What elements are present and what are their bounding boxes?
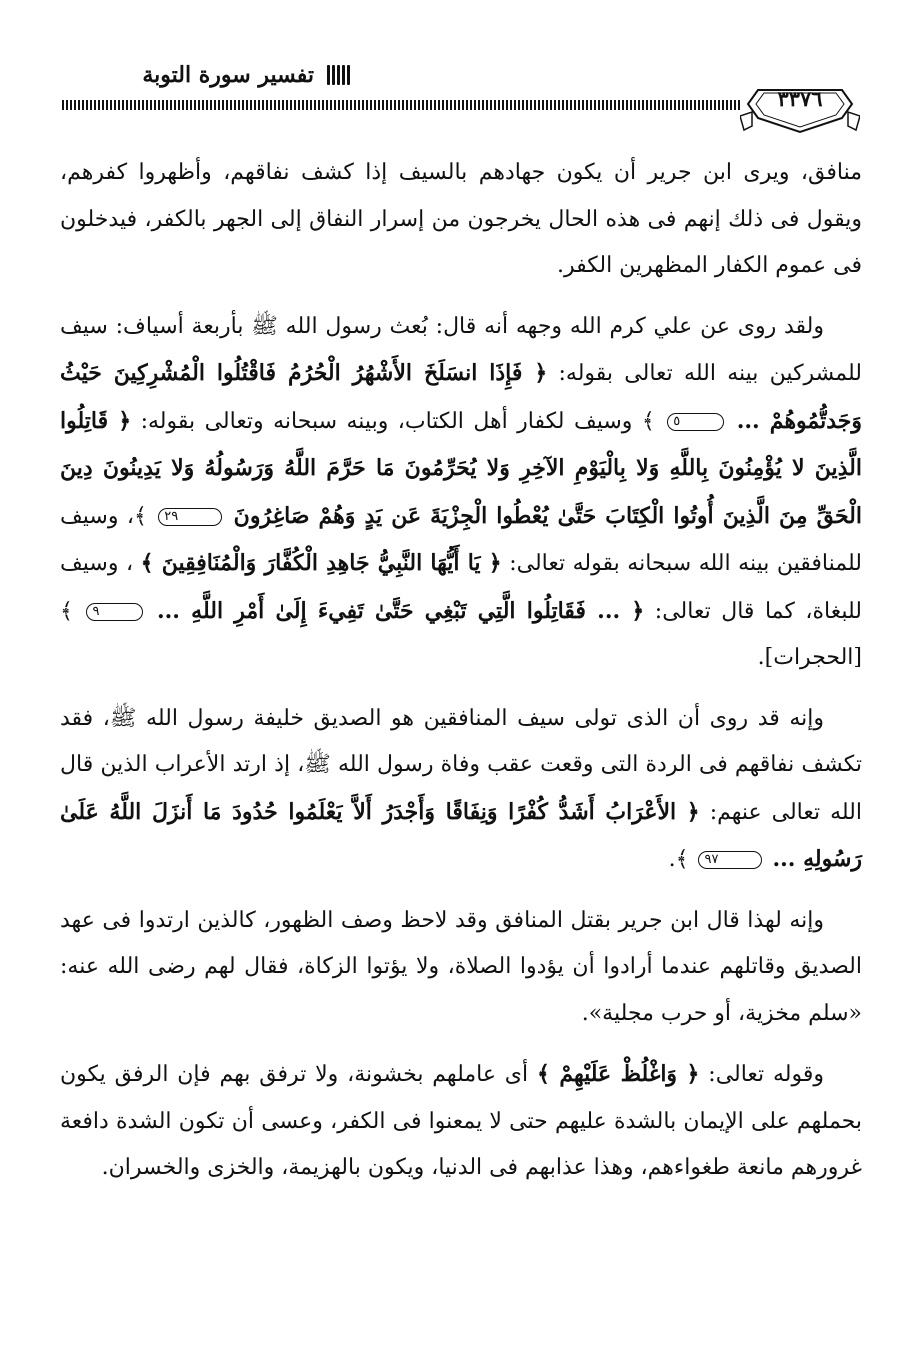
text-run: وإنه لهذا قال ابن جرير بقتل المنافق وقد لاحظ وصف الظهور، كالذين ارتدوا فى عهد الصديق وقاتلهم عندما أرادوا أن يؤدوا الصلاة، ولا يؤتوا الزكاة، فقال لهم رضى الله عنه: «سلم مخزية، أو حرب مجلية». bbox=[60, 907, 862, 1026]
ayah-number: ٩٧ bbox=[698, 851, 762, 869]
paragraph-2 bbox=[60, 304, 862, 682]
paragraph-4 bbox=[60, 898, 862, 1038]
ayah-number: ٢٩ bbox=[158, 508, 222, 526]
page-number-badge bbox=[740, 76, 860, 136]
text-run: ﴾. bbox=[668, 847, 689, 872]
paragraph-1 bbox=[60, 150, 862, 290]
running-head bbox=[100, 58, 350, 92]
quran-verse: ﴿ الأَعْرَابُ أَشَدُّ كُفْرًا وَنِفَاقًا وَأَجْدَرُ أَلاَّ يَعْلَمُوا حُدُودَ مَا أَنزَلَ اللَّهُ عَلَىٰ رَسُولِهِ ... bbox=[60, 798, 862, 872]
text-run: ﴾ وسيف لكفار أهل الكتاب، وبينه سبحانه وتعالى بقوله: bbox=[140, 408, 655, 434]
page-number: ٣٣٧٦ bbox=[777, 86, 823, 111]
text-run: منافق، ويرى ابن جرير أن يكون جهادهم بالسيف إذا كشف نفاقهم، وأظهروا كفرهم، ويقول فى ذلك إنهم فى هذه الحال يخرجون من إسرار النفاق إلى الجهر بالكفر، فيدخلون فى عموم الكفار المظهرين الكفر. bbox=[60, 160, 862, 278]
page-body bbox=[60, 150, 862, 1206]
text-run: ، وسيف للبغاة، كما قال تعالى: bbox=[60, 551, 862, 624]
text-run: ﴾ [الحجرات]. bbox=[60, 598, 862, 670]
text-run: وقوله تعالى: bbox=[708, 1062, 825, 1087]
text-run: ولقد روى عن علي كرم الله وجهه أنه قال: بُعث رسول الله ﷺ بأربعة أسياف: سيف للمشركين بينه الله تعالى بقوله: bbox=[60, 313, 863, 386]
quran-verse: ﴿ قَاتِلُوا الَّذِينَ لا يُؤْمِنُونَ بِاللَّهِ وَلا بِالْيَوْمِ الآخِرِ وَلا يُحَرِّمُونَ مَا حَرَّمَ اللَّهُ وَرَسُولُهُ وَلا يَدِينُونَ دِينَ الْحَقِّ مِنَ الَّذِينَ أُوتُوا الْكِتَابَ حَتَّىٰ يُعْطُوا الْجِزْيَةَ عَن يَدٍ وَهُمْ صَاغِرُونَ bbox=[60, 407, 862, 529]
text-run: وإنه قد روى أن الذى تولى سيف المنافقين هو الصديق خليفة رسول الله ﷺ، فقد تكشف نفاقهم فى الردة التى وقعت عقب وفاة رسول الله ﷺ، إذ ارتد الأعراب الذين قال الله تعالى عنهم: bbox=[60, 705, 862, 825]
running-title: تفسير سورة التوبة bbox=[142, 62, 314, 88]
paragraph-3 bbox=[60, 696, 862, 884]
text-run: أى عاملهم بخشونة، ولا ترفق بهم فإن الرفق يكون بحملهم على الإيمان بالشدة عليهم حتى لا يمعنوا فى الكفر، وعسى أن تكون الشدة دافعة غرورهم مانعة طغواءهم، وهذا عذابهم فى الدنيا، ويكون بالهزيمة، والخزى والخسران. bbox=[60, 1062, 862, 1180]
quran-verse: ﴿ ... فَقَاتِلُوا الَّتِي تَبْغِي حَتَّىٰ تَفِيءَ إِلَىٰ أَمْرِ اللَّهِ ... bbox=[156, 597, 645, 624]
header-rule bbox=[62, 100, 740, 110]
ayah-number: ٩ bbox=[86, 603, 143, 621]
quran-verse: ﴿ فَإِذَا انسَلَخَ الأَشْهُرُ الْحُرُمُ فَاقْتُلُوا الْمُشْرِكِينَ حَيْثُ وَجَدتُّمُوهُمْ ... bbox=[60, 360, 863, 434]
ornament-icon bbox=[324, 64, 350, 86]
quran-verse: ﴿ يَا أَيُّهَا النَّبِيُّ جَاهِدِ الْكُفَّارَ وَالْمُنَافِقِينَ ﴾ bbox=[140, 550, 502, 576]
ayah-number: ٥ bbox=[667, 413, 724, 431]
text-run: ﴾، وسيف للمنافقين بينه الله سبحانه بقوله تعالى: bbox=[60, 503, 862, 576]
paragraph-5 bbox=[60, 1051, 862, 1192]
quran-verse: ﴿ وَاغْلُظْ عَلَيْهِمْ ﴾ bbox=[536, 1061, 700, 1087]
